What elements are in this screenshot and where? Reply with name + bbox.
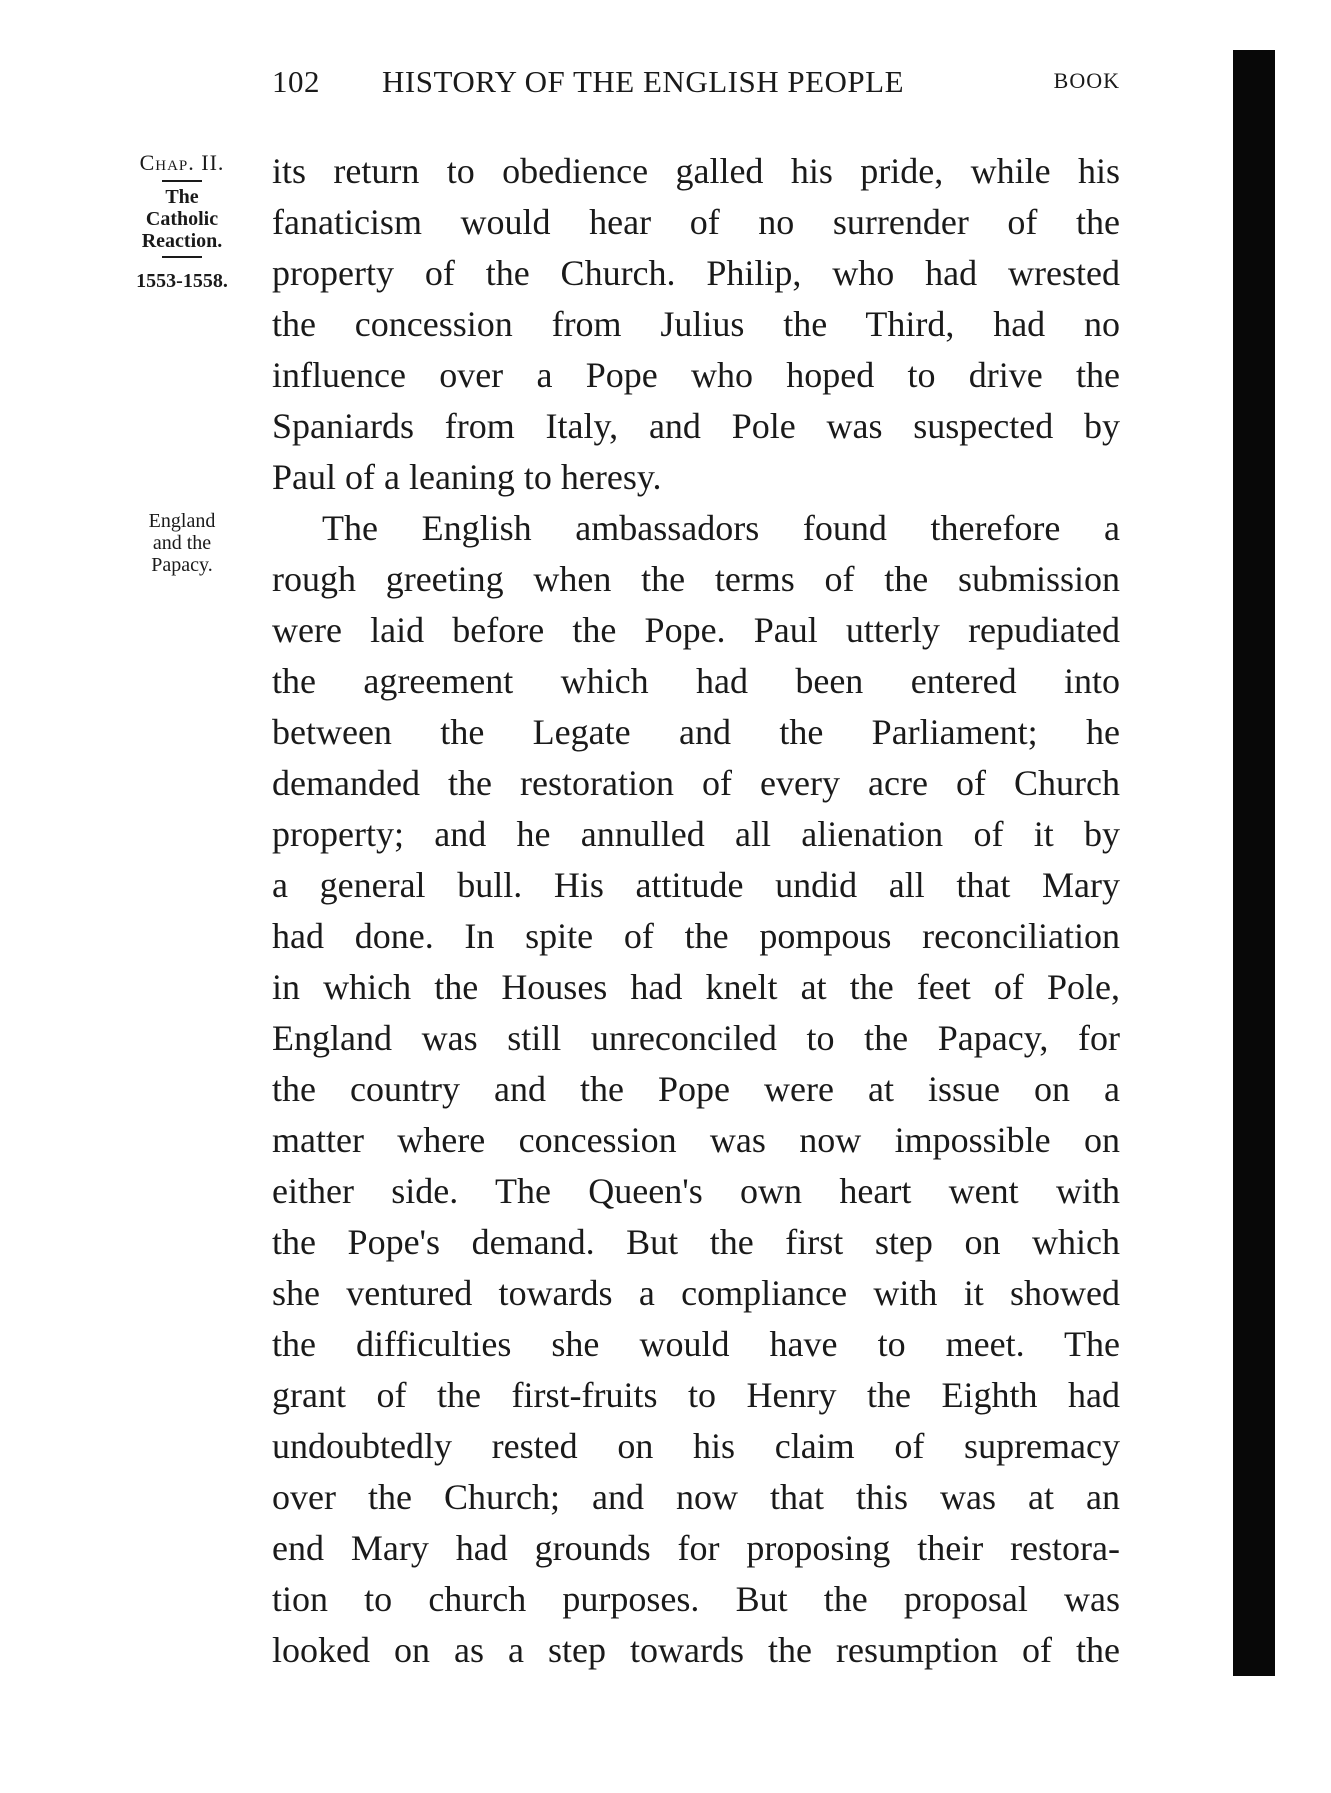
text-line: England was still unreconciled to the Papacy, for: [272, 1018, 1120, 1058]
running-book-label: BOOK: [1053, 68, 1120, 93]
text-line: the difficulties she would have to meet. The: [272, 1324, 1120, 1364]
text-line: she ventured towards a compliance with it showed: [272, 1273, 1120, 1313]
text-line: in which the Houses had knelt at the feet of Pole,: [272, 967, 1120, 1007]
running-head: [272, 64, 1120, 104]
text-line: the Pope's demand. But the first step on which: [272, 1222, 1120, 1262]
text-line: The English ambassadors found therefore a: [322, 508, 1120, 548]
text-line: Spaniards from Italy, and Pole was suspected by: [272, 406, 1120, 446]
text-line: over the Church; and now that this was at an: [272, 1477, 1120, 1517]
text-line: were laid before the Pope. Paul utterly repudiated: [272, 610, 1120, 650]
text-line: either side. The Queen's own heart went with: [272, 1171, 1120, 1211]
text-line: had done. In spite of the pompous reconciliation: [272, 916, 1120, 956]
chapter-label: Chap. II.: [139, 150, 225, 175]
sidenote-england-papacy: England and the Papacy.: [148, 510, 216, 576]
text-line: grant of the first-fruits to Henry the Eighth had: [272, 1375, 1120, 1415]
text-line: a general bull. His attitude undid all that Mary: [272, 865, 1120, 905]
text-line: the country and the Pope were at issue on a: [272, 1069, 1120, 1109]
text-line: matter where concession was now impossible on: [272, 1120, 1120, 1160]
text-line: influence over a Pope who hoped to drive the: [272, 355, 1120, 395]
text-line: demanded the restoration of every acre of Church: [272, 763, 1120, 803]
scan-edge-shadow: [1233, 50, 1275, 1676]
page-number: 102: [272, 64, 320, 99]
text-line: the agreement which had been entered into: [272, 661, 1120, 701]
body-text: [272, 146, 1120, 1676]
text-line: undoubtedly rested on his claim of supremacy: [272, 1426, 1120, 1466]
text-line: rough greeting when the terms of the submission: [272, 559, 1120, 599]
text-line: fanaticism would hear of no surrender of the: [272, 202, 1120, 242]
section-title-note: The Catholic Reaction.: [141, 186, 223, 252]
text-line: end Mary had grounds for proposing their restora-: [272, 1528, 1120, 1568]
text-line: property; and he annulled all alienation of it by: [272, 814, 1120, 854]
text-line: Paul of a leaning to heresy.: [272, 457, 662, 497]
text-line: looked on as a step towards the resumption of the: [272, 1630, 1120, 1670]
margin-rule: [162, 180, 202, 182]
text-line: property of the Church. Philip, who had wrested: [272, 253, 1120, 293]
text-line: the concession from Julius the Third, had no: [272, 304, 1120, 344]
text-line: tion to church purposes. But the proposal was: [272, 1579, 1120, 1619]
margin-rule: [162, 256, 202, 258]
text-line: its return to obedience galled his pride, while his: [272, 151, 1120, 191]
text-line: between the Legate and the Parliament; he: [272, 712, 1120, 752]
date-range-note: 1553-1558.: [136, 270, 228, 292]
running-title: HISTORY OF THE ENGLISH PEOPLE: [382, 64, 905, 99]
